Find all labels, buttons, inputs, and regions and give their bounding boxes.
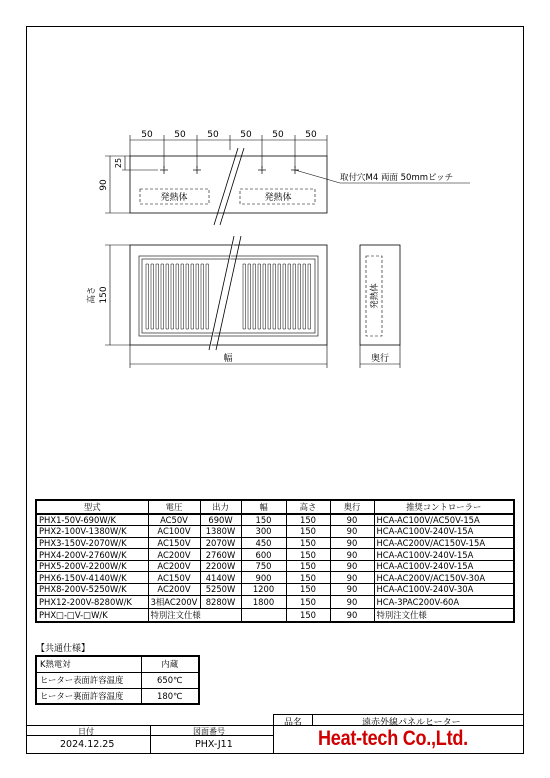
heater-coil: [243, 264, 246, 329]
height-value: 150: [99, 286, 109, 304]
spec-cell: 90: [330, 514, 374, 526]
heater-coil: [151, 264, 154, 329]
common-spec-key: K熱電対: [36, 656, 141, 672]
spec-cell: PHX12-200V-8280W/K: [36, 595, 148, 608]
spec-cell: 1380W: [200, 526, 241, 538]
spec-row: [36, 514, 514, 526]
date-value: 2024.12.25: [60, 739, 115, 750]
spec-cell: PHX2-100V-1380W/K: [36, 526, 148, 538]
spec-cell: HCA-AC100V-240V-15A: [374, 549, 514, 561]
spec-row: [36, 572, 514, 584]
heater-coil: [191, 264, 194, 329]
company-logo: Heat-tech Co.,Ltd.: [318, 727, 468, 750]
spec-cell: AC50V: [148, 514, 200, 526]
spec-cell: 90: [330, 549, 374, 561]
heater-coil: [253, 264, 256, 329]
heater-coil: [171, 264, 174, 329]
spec-cell: 5250W: [200, 584, 241, 596]
spec-cell: 特別注文仕様: [374, 608, 514, 622]
spec-cell: PHX□-□V-□W/K: [36, 608, 148, 622]
spec-row-custom: [36, 608, 514, 622]
drawing-no-value: PHX-J11: [195, 739, 233, 750]
front-view: [105, 236, 327, 368]
date-label: 日付: [78, 727, 94, 736]
spec-row: [36, 549, 514, 561]
spec-cell: AC150V: [148, 572, 200, 584]
common-spec-row: [36, 688, 199, 704]
height-label: 高さ: [87, 286, 97, 304]
spec-cell: PHX1-50V-690W/K: [36, 514, 148, 526]
common-spec-value: 650℃: [141, 672, 199, 688]
dim-top-4: 50: [240, 130, 252, 140]
col-controller: 推奨コントローラー: [374, 500, 514, 514]
common-spec-table: [35, 655, 200, 705]
spec-cell: 2760W: [200, 549, 241, 561]
heater-coil: [288, 264, 291, 329]
spec-cell: 150: [286, 537, 330, 549]
spec-table-header: [36, 500, 514, 514]
spec-cell: 150: [286, 514, 330, 526]
spec-cell: 150: [241, 514, 286, 526]
spec-cell: PHX3-150V-2070W/K: [36, 537, 148, 549]
col-width: 幅: [241, 500, 286, 514]
spec-cell: HCA-AC100V/AC50V-15A: [374, 514, 514, 526]
spec-cell: 90: [330, 572, 374, 584]
common-spec-key: ヒーター表面許容温度: [36, 672, 141, 688]
spec-cell: 90: [330, 537, 374, 549]
spec-cell: HCA-AC100V-240V-15A: [374, 526, 514, 538]
dim-top-3: 50: [207, 130, 219, 140]
spec-cell: HCA-AC200V/AC150V-15A: [374, 537, 514, 549]
spec-row: [36, 584, 514, 596]
spec-cell: 3相AC200V: [148, 595, 200, 608]
spec-cell: 4140W: [200, 572, 241, 584]
spec-cell: PHX4-200V-2760W/K: [36, 549, 148, 561]
spec-cell: AC200V: [148, 549, 200, 561]
spec-cell: 600: [241, 549, 286, 561]
common-spec-row: [36, 672, 199, 688]
heater-coil: [258, 264, 261, 329]
heater-coil: [176, 264, 179, 329]
width-label: 幅: [223, 354, 233, 364]
heater-coil: [278, 264, 281, 329]
spec-row: [36, 526, 514, 538]
spec-cell: 90: [330, 584, 374, 596]
dim-25: 25: [114, 157, 123, 169]
spec-cell: 2200W: [200, 560, 241, 572]
product-value: 遠赤外線パネルヒーター: [362, 718, 461, 728]
heater-coil: [268, 264, 271, 329]
heater-coil: [283, 264, 286, 329]
heater-coil: [196, 264, 199, 329]
spec-cell: 690W: [200, 514, 241, 526]
spec-cell: 450: [241, 537, 286, 549]
spec-cell: AC200V: [148, 584, 200, 596]
spec-table: [35, 499, 515, 623]
heater-coil: [248, 264, 251, 329]
common-spec-row: [36, 656, 199, 672]
spec-row: [36, 537, 514, 549]
heater-coil: [303, 264, 306, 329]
spec-cell: 特別注文仕様: [148, 608, 241, 622]
spec-cell: 90: [330, 560, 374, 572]
heater-coil: [293, 264, 296, 329]
col-output: 出力: [200, 500, 241, 514]
depth-label: 奥行: [370, 354, 390, 364]
spec-cell: AC200V: [148, 560, 200, 572]
heating-label-left: 発熱体: [160, 193, 188, 203]
spec-cell: 150: [286, 560, 330, 572]
drawing-no-label: 図面番号: [193, 727, 225, 736]
col-height: 高さ: [286, 500, 330, 514]
col-model: 型式: [36, 500, 148, 514]
spec-cell: 1200: [241, 584, 286, 596]
mount-hole-note: 取付穴M4 両面 50mmピッチ: [340, 173, 454, 183]
spec-cell: 150: [286, 526, 330, 538]
spec-cell: HCA-AC100V-240V-30A: [374, 584, 514, 596]
spec-cell: HCA-AC200V/AC150V-30A: [374, 572, 514, 584]
spec-row: [36, 560, 514, 572]
common-spec-key: ヒーター裏面許容温度: [36, 688, 141, 704]
spec-cell: PHX6-150V-4140W/K: [36, 572, 148, 584]
spec-cell: 750: [241, 560, 286, 572]
title-block-line: [150, 725, 151, 754]
title-block-line: [312, 714, 313, 725]
heating-label-side: 発熱体: [370, 283, 380, 309]
spec-cell: 90: [330, 608, 374, 622]
heater-coil: [181, 264, 184, 329]
heater-coil: [201, 264, 204, 329]
heating-label-right: 発熱体: [264, 193, 292, 203]
spec-cell: HCA-AC100V-240V-15A: [374, 560, 514, 572]
spec-cell: 150: [286, 608, 330, 622]
spec-cell: PHX5-200V-2200W/K: [36, 560, 148, 572]
common-spec-value: 内蔵: [141, 656, 199, 672]
product-label: 品名: [284, 718, 303, 728]
spec-cell: PHX8-200V-5250W/K: [36, 584, 148, 596]
spec-row: [36, 595, 514, 608]
spec-cell: 2070W: [200, 537, 241, 549]
spec-cell: 300: [241, 526, 286, 538]
dim-top-5: 50: [272, 130, 284, 140]
spec-cell: 150: [286, 595, 330, 608]
spec-cell: 150: [286, 572, 330, 584]
heater-coil: [263, 264, 266, 329]
col-depth: 奥行: [330, 500, 374, 514]
heater-coil: [166, 264, 169, 329]
dim-height-90: 90: [99, 179, 109, 191]
spec-cell: 1800: [241, 595, 286, 608]
spec-cell: 150: [286, 584, 330, 596]
spec-cell: 150: [286, 549, 330, 561]
heater-coil: [308, 264, 311, 329]
side-view: [360, 245, 400, 368]
heater-coil: [273, 264, 276, 329]
heater-coil: [298, 264, 301, 329]
spec-cell: HCA-3PAC200V-60A: [374, 595, 514, 608]
common-spec-value: 180℃: [141, 688, 199, 704]
spec-cell: AC150V: [148, 537, 200, 549]
spec-cell: 90: [330, 526, 374, 538]
heater-coil: [186, 264, 189, 329]
heater-coil: [156, 264, 159, 329]
dim-top-6: 50: [305, 130, 317, 140]
heater-coil: [161, 264, 164, 329]
spec-cell: 900: [241, 572, 286, 584]
col-voltage: 電圧: [148, 500, 200, 514]
dim-top-1: 50: [141, 130, 153, 140]
spec-cell: 90: [330, 595, 374, 608]
dim-top-2: 50: [174, 130, 186, 140]
spec-cell: AC100V: [148, 526, 200, 538]
heater-coil: [206, 264, 209, 329]
spec-cell: [241, 608, 286, 622]
common-spec-title: 【共通仕様】: [36, 644, 91, 654]
heater-coil: [146, 264, 149, 329]
spec-cell: 8280W: [200, 595, 241, 608]
title-block-line: [273, 714, 274, 754]
spec-table-body: [36, 514, 514, 622]
